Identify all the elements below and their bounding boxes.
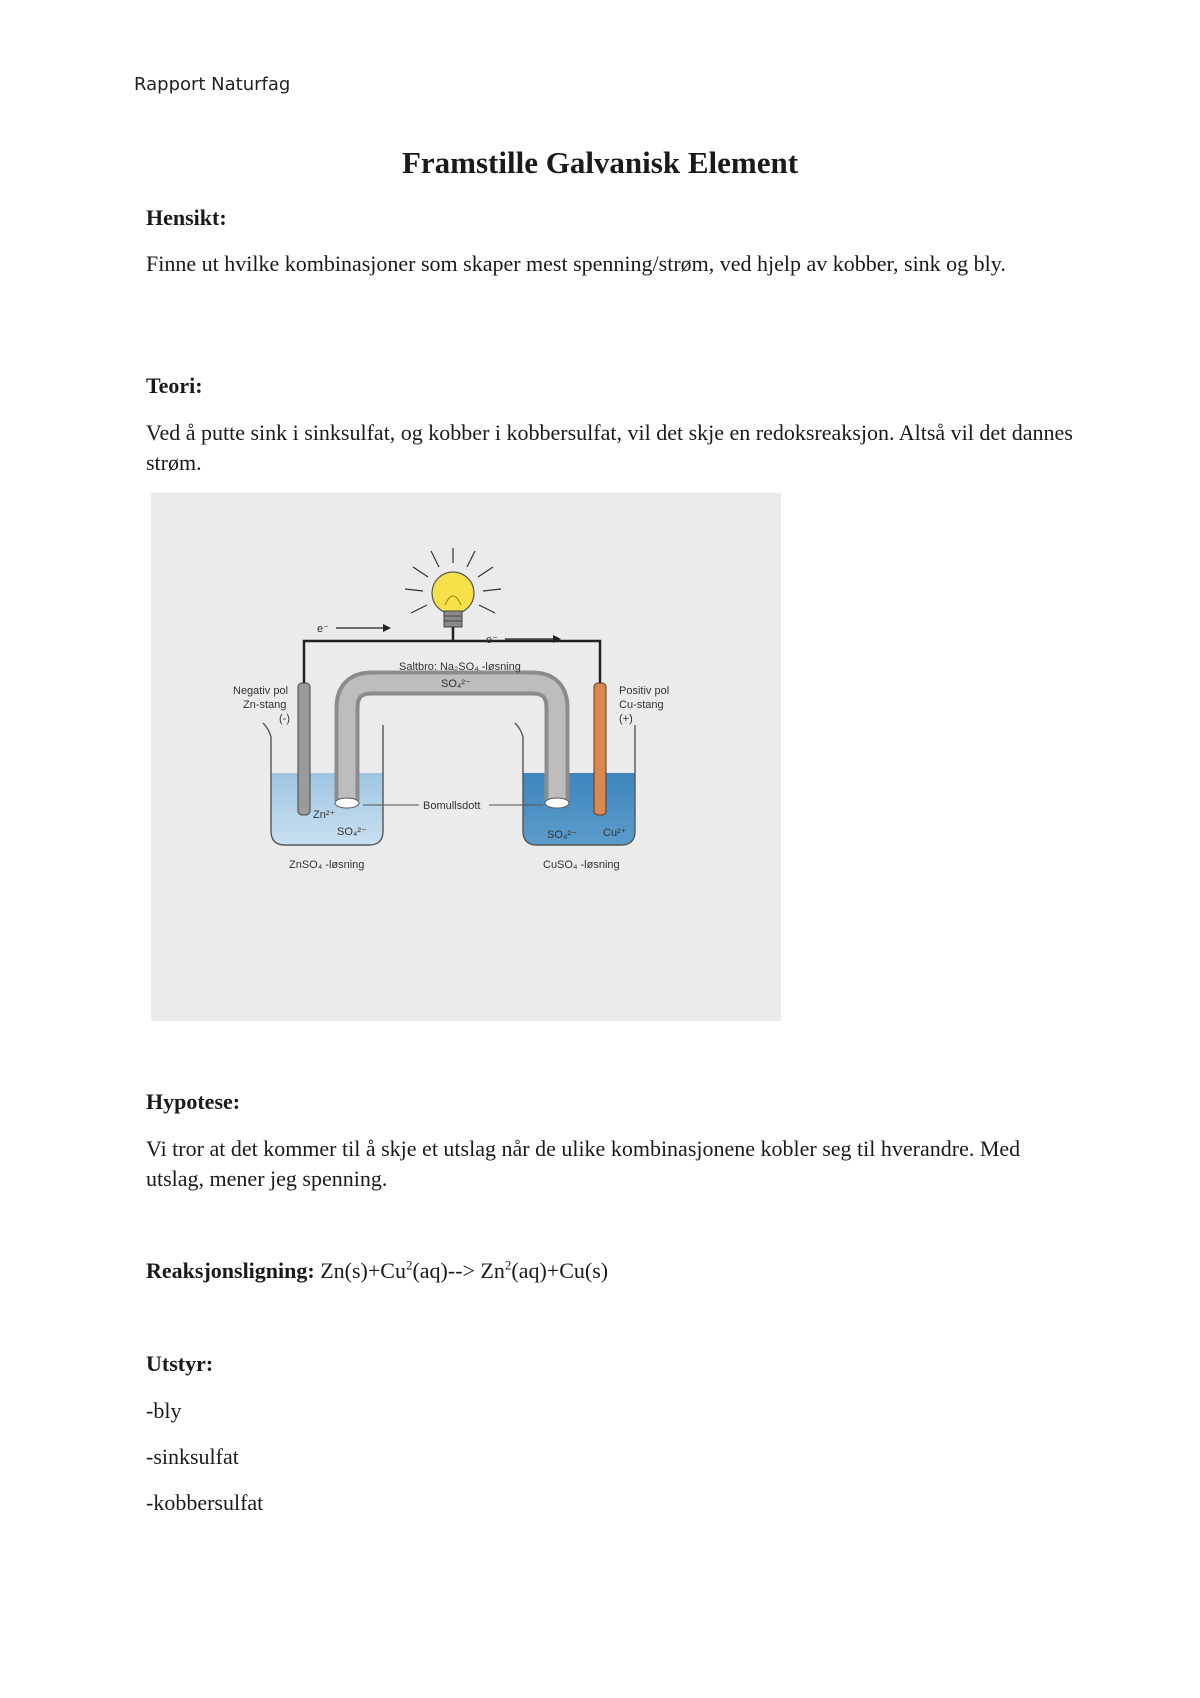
equipment-item: -kobbersulfat: [146, 1490, 264, 1515]
page-header: Rapport Naturfag: [134, 74, 291, 95]
galvanic-cell-svg: [151, 493, 781, 1021]
heading-hypotese: Hypotese:: [146, 1089, 241, 1114]
equipment-item: -sinksulfat: [146, 1444, 239, 1469]
positive-pole-line3: (+): [619, 713, 633, 725]
equation-part-c: (aq)+Cu(s): [511, 1258, 609, 1283]
galvanic-cell-diagram: [151, 493, 781, 1021]
heading-hensikt: Hensikt:: [146, 205, 227, 230]
negative-pole-line3: (-): [279, 713, 290, 725]
cotton-label: Bomullsdott: [423, 800, 481, 812]
positive-pole-line1: Positiv pol: [619, 685, 670, 697]
negative-pole-line1: Negativ pol: [233, 685, 289, 697]
heading-reaksjon: Reaksjonsligning:: [146, 1258, 315, 1283]
bulb-base: [444, 611, 462, 627]
so4-right-label: SO₄²⁻: [547, 829, 577, 841]
paragraph-hypotese: Vi tror at det kommer til å skje et utslag når de ulike kombinasjonene kobler seg til hverandre. Med utslag, mener jeg spenning.: [146, 1136, 1021, 1191]
left-solution-label: ZnSO₄ -løsning: [289, 859, 365, 871]
cotton-plug-right: [545, 798, 569, 808]
zinc-electrode: [298, 683, 310, 815]
heading-utstyr: Utstyr:: [146, 1351, 214, 1376]
saltbridge-ion: SO₄²⁻: [441, 678, 471, 690]
copper-electrode: [594, 683, 606, 815]
zn-ion-label: Zn²⁺: [313, 809, 336, 821]
negative-pole-line2: Zn-stang: [243, 699, 287, 711]
equipment-item: -bly: [146, 1398, 182, 1423]
electron-label-right: e⁻: [486, 634, 498, 646]
heading-teori: Teori:: [146, 373, 203, 398]
right-solution-label: CuSO₄ -løsning: [543, 859, 620, 871]
document-title: Framstille Galvanisk Element: [401, 145, 799, 180]
so4-left-label: SO₄²⁻: [337, 826, 367, 838]
reaction-equation-line: [146, 1258, 608, 1284]
electron-label-left: e⁻: [317, 623, 329, 635]
equation-part-a: Zn(s)+Cu: [320, 1258, 406, 1283]
equation-part-b: (aq)--> Zn: [412, 1258, 505, 1283]
positive-pole-line2: Cu-stang: [619, 699, 664, 711]
paragraph-hensikt: Finne ut hvilke kombinasjoner som skaper mest spenning/strøm, ved hjelp av kobber, sink og bly.: [146, 251, 1006, 276]
equation-sup-2: 2: [504, 1257, 512, 1273]
light-bulb-icon: [432, 572, 474, 614]
paragraph-teori: Ved å putte sink i sinksulfat, og kobber i kobbersulfat, vil det skje en redoksreaksjon. Altså vil det dannes strøm.: [146, 420, 1073, 475]
cu-ion-label: Cu²⁺: [603, 827, 627, 839]
equation-sup-1: 2: [405, 1257, 413, 1273]
cotton-plug-left: [335, 798, 359, 808]
saltbridge-label: Saltbro: Na₂SO₄ -løsning: [399, 661, 521, 673]
